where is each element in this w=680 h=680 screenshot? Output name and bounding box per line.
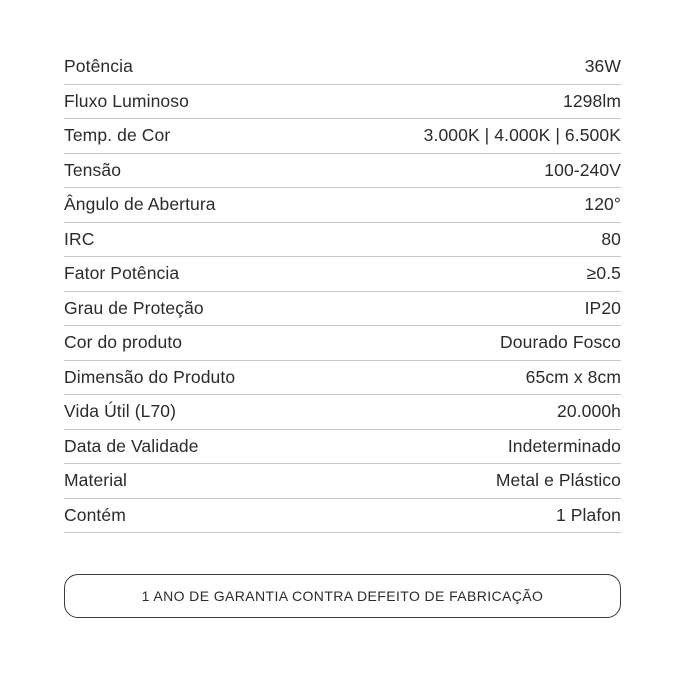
- spec-row-irc: [64, 223, 621, 258]
- spec-label: Fator Potência: [64, 263, 180, 284]
- spec-value: Indeterminado: [507, 435, 621, 456]
- warranty-text: 1 ANO DE GARANTIA CONTRA DEFEITO DE FABRICAÇÃO: [141, 588, 544, 604]
- spec-value: 65cm x 8cm: [525, 366, 621, 387]
- spec-row-material: [64, 464, 621, 499]
- spec-label: Temp. de Cor: [64, 125, 171, 146]
- spec-row-data-de-validade: [64, 430, 621, 465]
- spec-label: Dimensão do Produto: [64, 366, 236, 387]
- spec-value: 100-240V: [544, 159, 621, 180]
- spec-label: Grau de Proteção: [64, 297, 204, 318]
- spec-value: Dourado Fosco: [500, 332, 621, 353]
- spec-label: Ângulo de Abertura: [64, 194, 216, 215]
- spec-value: 80: [601, 228, 621, 249]
- spec-label: Contém: [64, 504, 126, 525]
- spec-row-potencia: [64, 50, 621, 85]
- spec-value: 1298lm: [563, 90, 621, 111]
- spec-row-cor-do-produto: [64, 326, 621, 361]
- spec-value: IP20: [584, 297, 621, 318]
- spec-row-grau-de-protecao: [64, 292, 621, 327]
- spec-row-dimensao-do-produto: [64, 361, 621, 396]
- spec-label: Potência: [64, 56, 133, 77]
- spec-value: 36W: [584, 56, 621, 77]
- spec-row-temp-de-cor: [64, 119, 621, 154]
- spec-label: Fluxo Luminoso: [64, 90, 189, 111]
- spec-row-fator-potencia: [64, 257, 621, 292]
- spec-label: IRC: [64, 228, 95, 249]
- spec-row-contem: [64, 499, 621, 534]
- warranty-badge: [64, 574, 621, 618]
- spec-row-angulo-de-abertura: [64, 188, 621, 223]
- spec-label: Cor do produto: [64, 332, 183, 353]
- spec-label: Vida Útil (L70): [64, 401, 177, 422]
- spec-value: 1 Plafon: [555, 504, 621, 525]
- spec-table: [64, 50, 621, 533]
- spec-label: Data de Validade: [64, 435, 199, 456]
- spec-value: 120°: [584, 194, 621, 215]
- spec-value: Metal e Plástico: [495, 470, 621, 491]
- spec-label: Tensão: [64, 159, 122, 180]
- spec-label: Material: [64, 470, 128, 491]
- spec-row-vida-util: [64, 395, 621, 430]
- spec-value: 3.000K | 4.000K | 6.500K: [423, 125, 621, 146]
- spec-value: ≥0.5: [586, 263, 621, 284]
- spec-row-tensao: [64, 154, 621, 189]
- spec-value: 20.000h: [557, 401, 621, 422]
- spec-row-fluxo-luminoso: [64, 85, 621, 120]
